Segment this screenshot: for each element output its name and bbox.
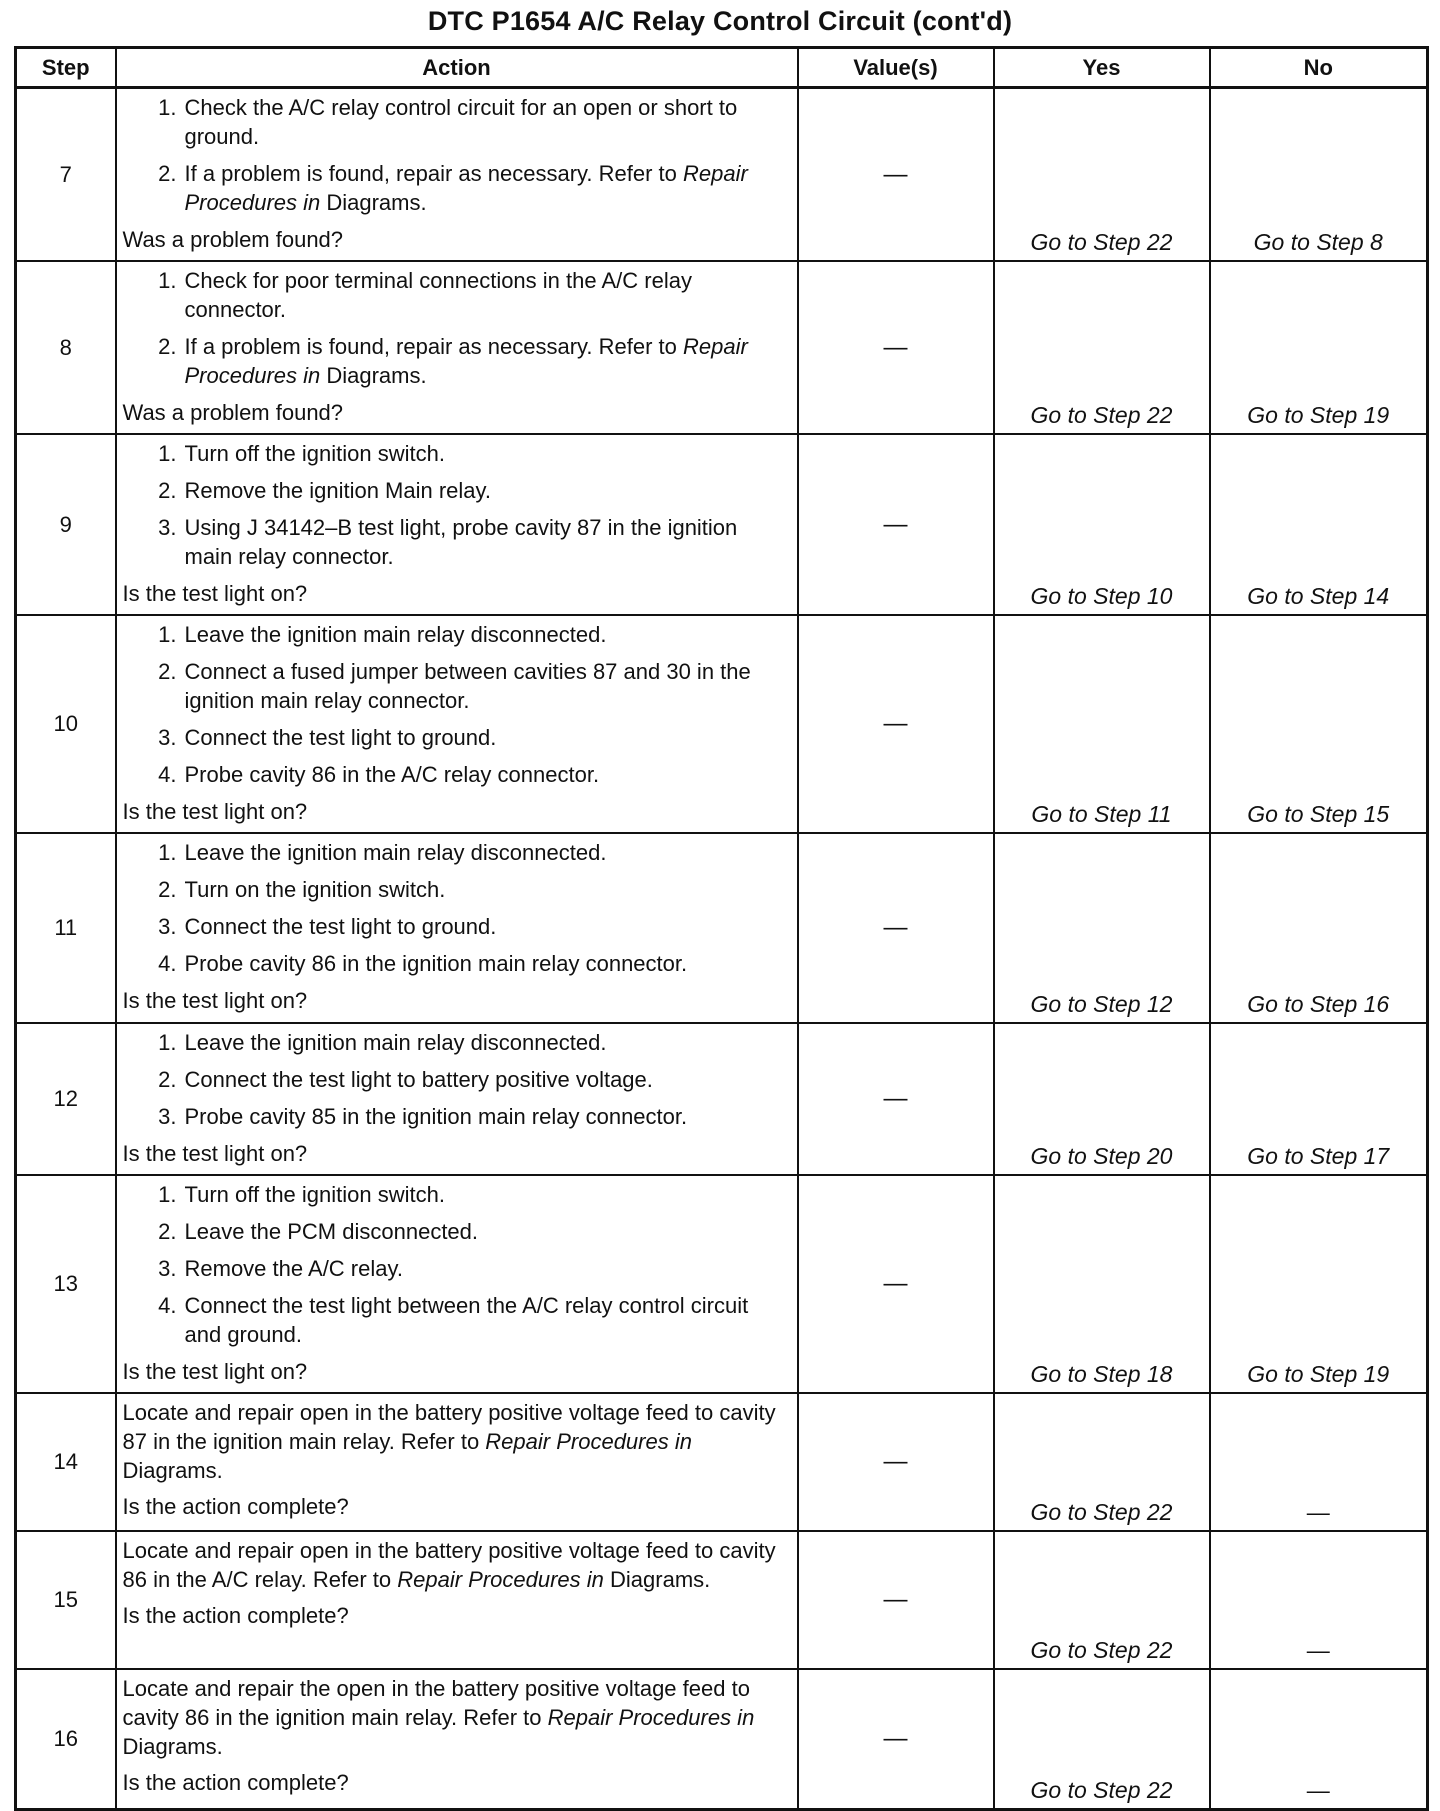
paragraph-reference: Repair Procedures in bbox=[397, 1567, 604, 1592]
question: Was a problem found? bbox=[122, 400, 344, 425]
action-item bbox=[123, 1254, 789, 1283]
step-number: 12 bbox=[16, 1023, 116, 1175]
item-number: 1. bbox=[158, 622, 177, 647]
item-number: 2. bbox=[158, 877, 177, 902]
page-title: DTC P1654 A/C Relay Control Circuit (cont'd) bbox=[427, 6, 1013, 36]
item-text: If a problem is found, repair as necessary. Refer to bbox=[184, 334, 683, 359]
paragraph-text-end: Diagrams. bbox=[122, 1458, 223, 1483]
value-cell: — bbox=[798, 261, 994, 434]
table-row bbox=[16, 615, 1428, 833]
value-cell: — bbox=[798, 1393, 994, 1531]
action-item bbox=[123, 723, 789, 752]
item-reference: Repair Procedures in bbox=[184, 334, 748, 388]
action-item bbox=[123, 1180, 789, 1209]
item-text: Check for poor terminal connections in the A/C relay connector. bbox=[184, 268, 692, 322]
value-cell: — bbox=[798, 833, 994, 1023]
item-number: 3. bbox=[158, 1104, 177, 1129]
header-no: No bbox=[1210, 48, 1428, 88]
item-text: If a problem is found, repair as necessary. Refer to bbox=[184, 161, 683, 186]
item-text: Remove the A/C relay. bbox=[184, 1256, 403, 1281]
item-number: 2. bbox=[158, 1219, 177, 1244]
action-item bbox=[123, 93, 789, 151]
no-cell: — bbox=[1210, 1393, 1428, 1531]
step-number: 14 bbox=[16, 1393, 116, 1531]
action-item bbox=[123, 159, 789, 217]
question: Is the test light on? bbox=[122, 1141, 308, 1166]
action-cell bbox=[116, 261, 798, 434]
item-number: 3. bbox=[158, 725, 177, 750]
yes-cell: Go to Step 20 bbox=[994, 1023, 1210, 1175]
yes-cell: Go to Step 12 bbox=[994, 833, 1210, 1023]
yes-cell: Go to Step 22 bbox=[994, 1531, 1210, 1669]
action-cell bbox=[116, 1669, 798, 1809]
action-item bbox=[123, 760, 789, 789]
item-text: Turn on the ignition switch. bbox=[184, 877, 446, 902]
action-item bbox=[123, 513, 789, 571]
paragraph-text: Locate and repair open in the battery positive voltage feed to cavity 86 in the A/C relay. Refer to bbox=[122, 1538, 776, 1592]
no-cell: Go to Step 14 bbox=[1210, 434, 1428, 615]
action-item bbox=[123, 657, 789, 715]
action-paragraph bbox=[123, 1398, 789, 1485]
step-number: 11 bbox=[16, 833, 116, 1023]
item-text: Remove the ignition Main relay. bbox=[184, 478, 492, 503]
paragraph-reference: Repair Procedures in bbox=[485, 1429, 692, 1454]
no-cell: Go to Step 17 bbox=[1210, 1023, 1428, 1175]
question: Is the test light on? bbox=[122, 581, 308, 606]
header-action: Action bbox=[116, 48, 798, 88]
table-row bbox=[16, 1175, 1428, 1393]
step-number: 8 bbox=[16, 261, 116, 434]
action-item bbox=[123, 838, 789, 867]
item-number: 2. bbox=[158, 334, 177, 359]
item-number: 1. bbox=[158, 840, 177, 865]
action-cell bbox=[116, 615, 798, 833]
value-cell: — bbox=[798, 88, 994, 262]
yes-cell: Go to Step 22 bbox=[994, 1393, 1210, 1531]
item-text: Probe cavity 86 in the A/C relay connector. bbox=[184, 762, 600, 787]
no-cell: Go to Step 15 bbox=[1210, 615, 1428, 833]
paragraph-text-end: Diagrams. bbox=[122, 1734, 223, 1759]
table-row bbox=[16, 1393, 1428, 1531]
question: Is the test light on? bbox=[122, 1359, 308, 1384]
item-number: 3. bbox=[158, 515, 177, 540]
item-number: 3. bbox=[158, 1256, 177, 1281]
header-row bbox=[16, 48, 1428, 88]
action-paragraph bbox=[123, 1674, 789, 1761]
item-text-end: Diagrams. bbox=[320, 363, 427, 388]
no-cell: Go to Step 19 bbox=[1210, 1175, 1428, 1393]
paragraph-reference: Repair Procedures in bbox=[547, 1705, 755, 1730]
item-number: 2. bbox=[158, 1067, 177, 1092]
item-number: 1. bbox=[158, 268, 177, 293]
item-text: Connect a fused jumper between cavities 87 and 30 in the ignition main relay connector. bbox=[184, 659, 751, 713]
value-cell: — bbox=[798, 615, 994, 833]
no-cell: — bbox=[1210, 1669, 1428, 1809]
action-item bbox=[123, 266, 789, 324]
item-number: 1. bbox=[158, 1030, 177, 1055]
item-text: Check the A/C relay control circuit for an open or short to ground. bbox=[184, 95, 738, 149]
action-item bbox=[123, 1028, 789, 1057]
yes-cell: Go to Step 10 bbox=[994, 434, 1210, 615]
item-text: Leave the ignition main relay disconnected. bbox=[184, 1030, 607, 1055]
action-item bbox=[123, 332, 789, 390]
table-row bbox=[16, 1531, 1428, 1669]
action-item bbox=[123, 439, 789, 468]
table-row bbox=[16, 833, 1428, 1023]
action-item bbox=[123, 1102, 789, 1131]
no-cell: Go to Step 8 bbox=[1210, 88, 1428, 262]
item-number: 2. bbox=[158, 478, 177, 503]
table-row bbox=[16, 1023, 1428, 1175]
step-number: 9 bbox=[16, 434, 116, 615]
yes-cell: Go to Step 11 bbox=[994, 615, 1210, 833]
yes-cell: Go to Step 22 bbox=[994, 261, 1210, 434]
item-text: Probe cavity 86 in the ignition main relay connector. bbox=[184, 951, 688, 976]
diagnostic-table bbox=[14, 46, 1429, 1811]
item-number: 4. bbox=[158, 762, 177, 787]
table-row bbox=[16, 261, 1428, 434]
yes-cell: Go to Step 18 bbox=[994, 1175, 1210, 1393]
action-item bbox=[123, 1291, 789, 1349]
question: Was a problem found? bbox=[122, 227, 344, 252]
header-yes: Yes bbox=[994, 48, 1210, 88]
action-cell bbox=[116, 833, 798, 1023]
action-item bbox=[123, 476, 789, 505]
action-item bbox=[123, 912, 789, 941]
action-paragraph bbox=[123, 1536, 789, 1594]
yes-cell: Go to Step 22 bbox=[994, 1669, 1210, 1809]
item-text: Using J 34142–B test light, probe cavity 87 in the ignition main relay connector. bbox=[184, 515, 738, 569]
item-text: Connect the test light between the A/C relay control circuit and ground. bbox=[184, 1293, 749, 1347]
item-number: 2. bbox=[158, 161, 177, 186]
item-text: Connect the test light to battery positive voltage. bbox=[184, 1067, 653, 1092]
step-number: 10 bbox=[16, 615, 116, 833]
action-cell bbox=[116, 88, 798, 262]
action-cell bbox=[116, 1531, 798, 1669]
no-cell: — bbox=[1210, 1531, 1428, 1669]
question: Is the test light on? bbox=[122, 988, 308, 1013]
table-row bbox=[16, 434, 1428, 615]
action-item bbox=[123, 1065, 789, 1094]
step-number: 16 bbox=[16, 1669, 116, 1809]
question: Is the action complete? bbox=[122, 1770, 349, 1795]
item-number: 3. bbox=[158, 914, 177, 939]
header-step: Step bbox=[16, 48, 116, 88]
item-text: Leave the ignition main relay disconnected. bbox=[184, 622, 607, 647]
item-text: Leave the ignition main relay disconnected. bbox=[184, 840, 607, 865]
value-cell: — bbox=[798, 434, 994, 615]
value-cell: — bbox=[798, 1669, 994, 1809]
value-cell: — bbox=[798, 1023, 994, 1175]
paragraph-text-end: Diagrams. bbox=[603, 1567, 711, 1592]
table-row bbox=[16, 1669, 1428, 1809]
item-text: Leave the PCM disconnected. bbox=[184, 1219, 479, 1244]
action-item bbox=[123, 1217, 789, 1246]
action-item bbox=[123, 949, 789, 978]
action-cell bbox=[116, 1175, 798, 1393]
item-text: Connect the test light to ground. bbox=[184, 725, 497, 750]
item-text: Probe cavity 85 in the ignition main relay connector. bbox=[184, 1104, 688, 1129]
value-cell: — bbox=[798, 1531, 994, 1669]
paragraph-text: Locate and repair open in the battery positive voltage feed to cavity 87 in the ignition main relay. Refer to bbox=[122, 1400, 776, 1454]
item-number: 1. bbox=[158, 1182, 177, 1207]
table-row bbox=[16, 88, 1428, 262]
step-number: 13 bbox=[16, 1175, 116, 1393]
step-number: 15 bbox=[16, 1531, 116, 1669]
item-number: 4. bbox=[158, 951, 177, 976]
header-values: Value(s) bbox=[798, 48, 994, 88]
action-cell bbox=[116, 1023, 798, 1175]
question: Is the test light on? bbox=[122, 799, 308, 824]
no-cell: Go to Step 19 bbox=[1210, 261, 1428, 434]
item-number: 4. bbox=[158, 1293, 177, 1318]
item-number: 2. bbox=[158, 659, 177, 684]
no-cell: Go to Step 16 bbox=[1210, 833, 1428, 1023]
action-item bbox=[123, 875, 789, 904]
action-item bbox=[123, 620, 789, 649]
action-cell bbox=[116, 434, 798, 615]
value-cell: — bbox=[798, 1175, 994, 1393]
item-reference: Repair Procedures in bbox=[184, 161, 748, 215]
item-text: Connect the test light to ground. bbox=[184, 914, 497, 939]
item-number: 1. bbox=[158, 441, 177, 466]
item-text: Turn off the ignition switch. bbox=[184, 1182, 445, 1207]
question: Is the action complete? bbox=[122, 1494, 349, 1519]
item-text: Turn off the ignition switch. bbox=[184, 441, 445, 466]
action-cell bbox=[116, 1393, 798, 1531]
item-text-end: Diagrams. bbox=[320, 190, 427, 215]
paragraph-text: Locate and repair the open in the battery positive voltage feed to cavity 86 in the ignition main relay. Refer to bbox=[122, 1676, 750, 1730]
yes-cell: Go to Step 22 bbox=[994, 88, 1210, 262]
question: Is the action complete? bbox=[122, 1603, 349, 1628]
step-number: 7 bbox=[16, 88, 116, 262]
item-number: 1. bbox=[158, 95, 177, 120]
